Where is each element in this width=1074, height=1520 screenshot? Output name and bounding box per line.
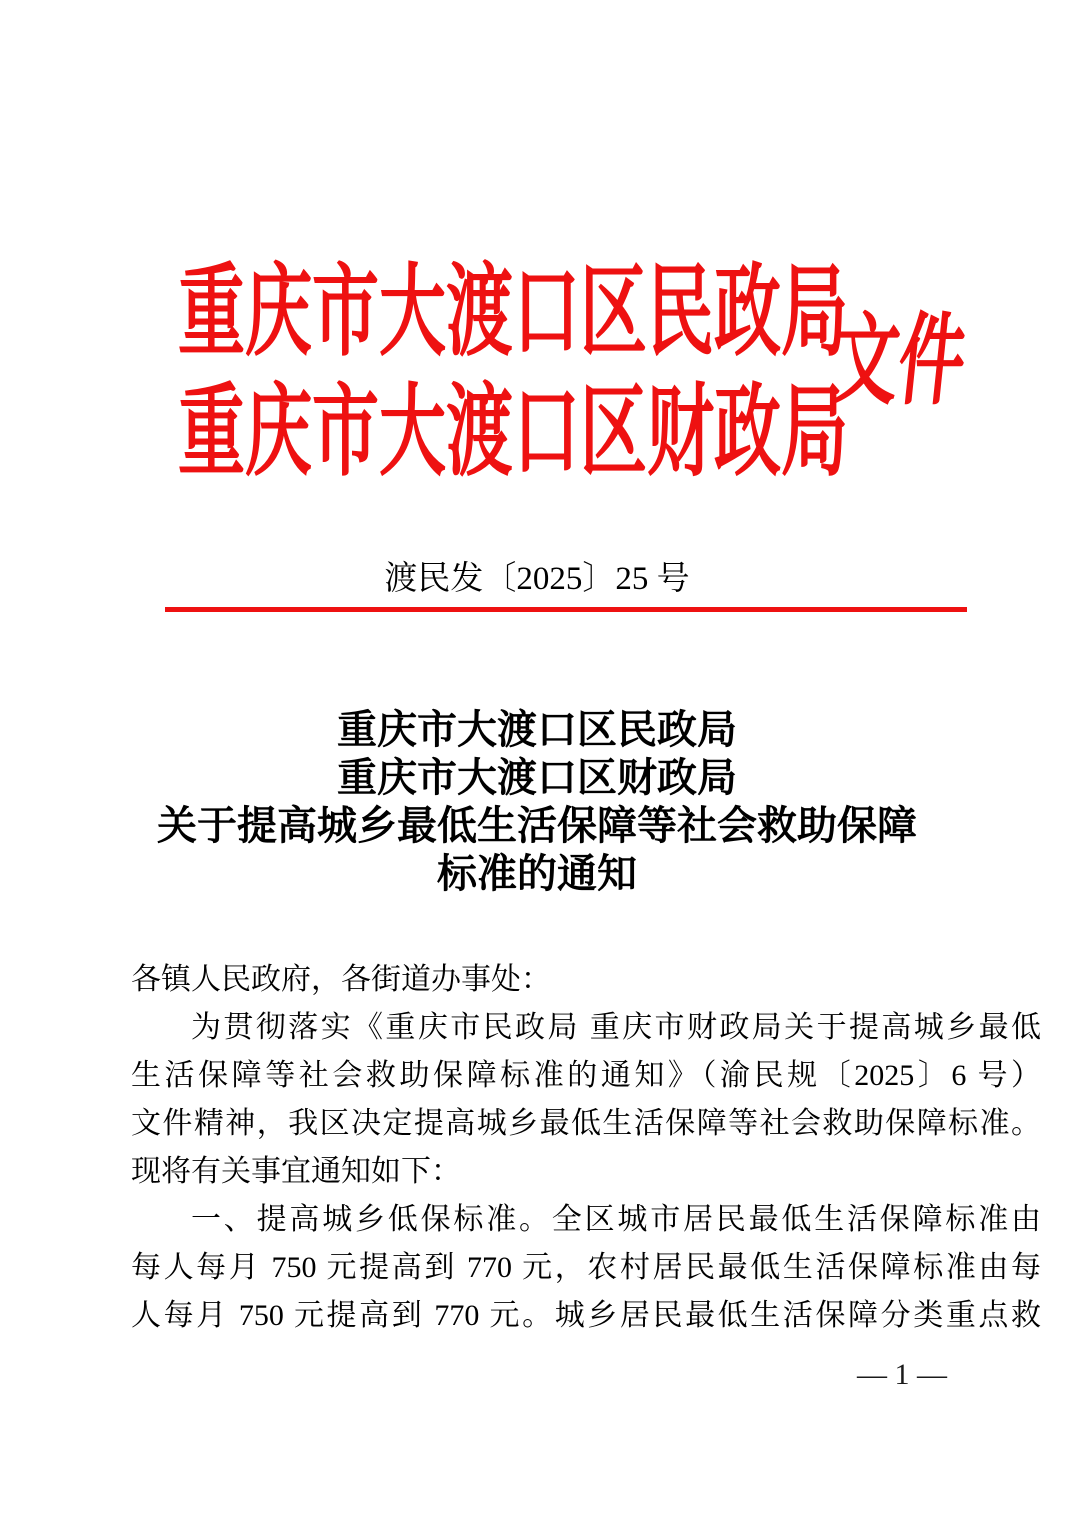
agency-name-finance: 重庆市大渡口区财政局 <box>178 377 848 488</box>
document-title <box>0 706 1074 898</box>
body-line: 生活保障等社会救助保障标准的通知》（渝民规〔2025〕6 号） <box>131 1059 1041 1092</box>
agency-name-civil-affairs: 重庆市大渡口区民政局 <box>178 257 848 368</box>
body-line: 现将有关事宜通知如下： <box>131 1155 461 1188</box>
body-line: 一、提高城乡低保标准。全区城市居民最低生活保障标准由 <box>191 1203 1041 1236</box>
body-line: 人每月 750 元提高到 770 元。城乡居民最低生活保障分类重点救 <box>131 1299 1041 1332</box>
body-line: 每人每月 750 元提高到 770 元，农村居民最低生活保障标准由每 <box>131 1251 1041 1284</box>
body-salutation: 各镇人民政府，各街道办事处： <box>131 963 551 996</box>
title-line-1: 重庆市大渡口区民政局 <box>337 708 737 752</box>
body-line: 为贯彻落实《重庆市民政局 重庆市财政局关于提高城乡最低 <box>191 1011 1041 1044</box>
document-body <box>131 956 1041 1340</box>
red-divider-line <box>165 607 967 612</box>
title-line-2: 重庆市大渡口区财政局 <box>337 756 737 800</box>
doc-type-label: 文件 <box>827 306 971 417</box>
doc-reference-number: 渡民发〔2025〕25 号 <box>384 561 690 597</box>
title-line-3: 关于提高城乡最低生活保障等社会救助保障 <box>157 804 917 848</box>
body-line: 文件精神，我区决定提高城乡最低生活保障等社会救助保障标准。 <box>131 1107 1041 1140</box>
title-line-4: 标准的通知 <box>437 852 637 896</box>
page-number: — 1 — <box>857 1358 947 1391</box>
